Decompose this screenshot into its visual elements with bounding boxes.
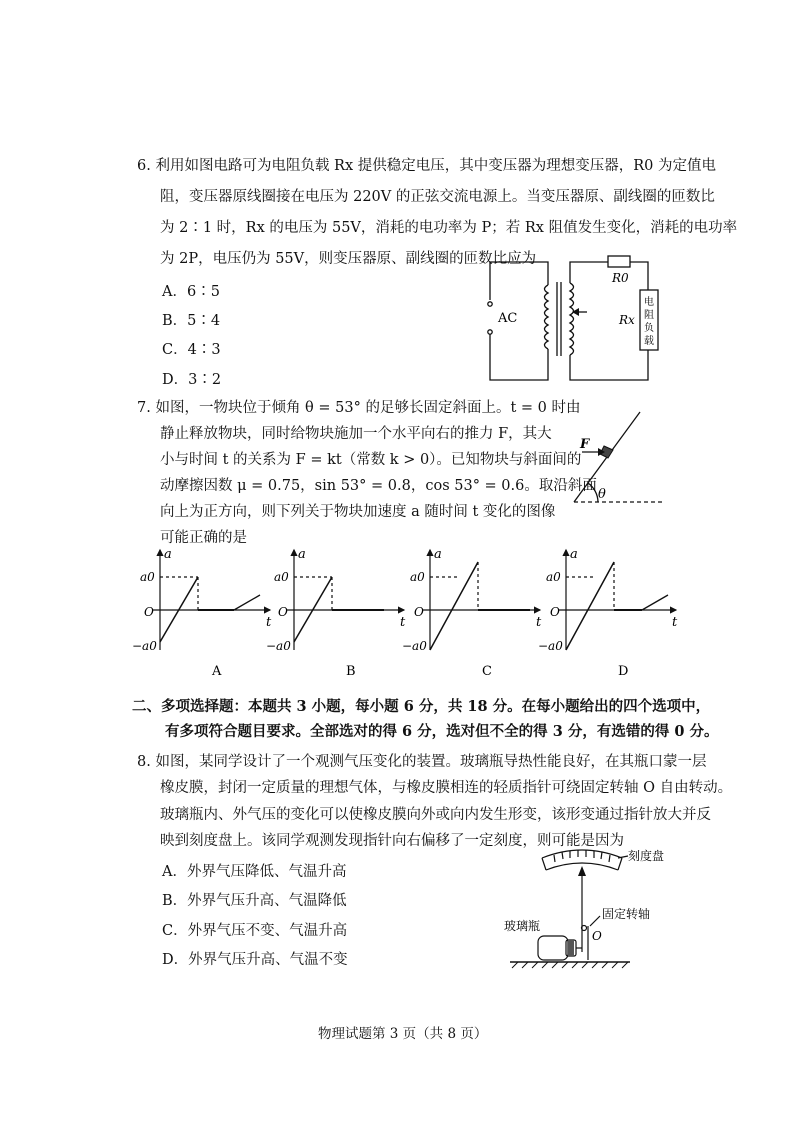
dial-label: 刻度盘 (628, 849, 665, 863)
graph-c-t-axis: t (536, 615, 542, 630)
q6-line-3: 为 2∶1 时，Rx 的电压为 55V，消耗的电功率为 P；若 Rx 阻值发生变化，消耗的电功率 (160, 220, 738, 236)
q6-option-b: B．5∶4 (162, 313, 221, 329)
graph-d-t-axis: t (672, 615, 678, 630)
graph-d-origin: O (550, 605, 560, 619)
graph-c (402, 547, 542, 679)
load-char-4: 载 (644, 336, 654, 347)
graph-c-label: C (482, 664, 492, 679)
rx-label: Rx (619, 313, 635, 327)
q6-option-a: A．6∶5 (162, 284, 220, 300)
graph-a-a-axis: a (164, 547, 172, 562)
q8-line-4: 映到刻度盘上。该同学观测发现指针向右偏移了一定刻度，则可能是因为 (160, 833, 624, 849)
graph-a (132, 547, 272, 679)
graph-a-a0: a0 (140, 570, 155, 584)
q6-option-d: D．3∶2 (162, 372, 222, 388)
load-char-1: 电 (644, 297, 654, 308)
q8-line-3: 玻璃瓶内、外气压的变化可以使橡皮膜向外或向内发生形变，该形变通过指针放大并反 (160, 807, 711, 823)
q7-line-5: 向上为正方向，则下列关于物块加速度 a 随时间 t 变化的图像 (160, 504, 556, 520)
angle-label: θ (598, 487, 606, 502)
graph-d-a0: a0 (546, 570, 561, 584)
q7-line-6: 可能正确的是 (160, 530, 247, 546)
q8-option-d: D．外界气压升高、气温不变 (162, 952, 348, 968)
graph-d-label: D (618, 664, 629, 679)
q8-line-1: 8. 如图，某同学设计了一个观测气压变化的装置。玻璃瓶导热性能良好，在其瓶口蒙一层 (137, 754, 707, 770)
ac-source-label: AC (498, 311, 518, 326)
graph-a-neg-a0: −a0 (132, 639, 157, 653)
q6-option-c: C．4∶3 (162, 342, 221, 358)
graph-b-t-axis: t (400, 615, 406, 630)
incline-figure (560, 402, 670, 512)
graph-b-a-axis: a (298, 547, 306, 562)
graph-c-a-axis: a (434, 547, 442, 562)
q6-line-1: 6. 利用如图电路可为电阻负载 Rx 提供稳定电压，其中变压器为理想变压器，R0 为定值电 (137, 158, 717, 174)
pivot-o-label: O (592, 929, 602, 943)
transformer-circuit-figure (486, 250, 666, 386)
graph-b-a0: a0 (274, 570, 289, 584)
q7-line-2: 静止释放物块，同时给物块施加一个水平向右的推力 F，其大 (160, 426, 552, 442)
graph-c-a0: a0 (410, 570, 425, 584)
graph-c-neg-a0: −a0 (402, 639, 427, 653)
r0-label: R0 (612, 271, 629, 285)
force-label: F (580, 437, 590, 452)
q6-line-2: 阻，变压器原线圈接在电压为 220V 的正弦交流电源上。当变压器原、副线圈的匝数比 (160, 189, 715, 205)
q6-line-4: 为 2P，电压仍为 55V，则变压器原、副线圈的匝数比应为 (160, 251, 537, 267)
graph-b-neg-a0: −a0 (266, 639, 291, 653)
bottle-label: 玻璃瓶 (504, 919, 541, 933)
graph-a-label: A (212, 664, 222, 679)
q8-option-b: B．外界气压升高、气温降低 (162, 893, 347, 909)
axis-label: 固定转轴 (602, 907, 651, 921)
graph-d-neg-a0: −a0 (538, 639, 563, 653)
acceleration-graphs (130, 540, 680, 685)
q8-line-2: 橡皮膜，封闭一定质量的理想气体，与橡皮膜相连的轻质指针可绕固定转轴 O 自由转动。 (160, 780, 733, 796)
load-char-3: 负 (644, 323, 654, 334)
graph-b (266, 547, 406, 679)
graph-b-origin: O (278, 605, 288, 619)
q7-line-1: 7. 如图，一物块位于倾角 θ = 53° 的足够长固定斜面上。t = 0 时由 (137, 400, 581, 416)
graph-b-label: B (346, 664, 356, 679)
section-2-line-2: 有多项符合题目要求。全部选对的得 6 分，选对但不全的得 3 分，有选错的得 0 分。 (165, 723, 719, 740)
page-footer: 物理试题第 3 页（共 8 页） (318, 1026, 488, 1042)
graph-c-origin: O (414, 605, 424, 619)
q7-line-4: 动摩擦因数 μ = 0.75，sin 53° = 0.8，cos 53° = 0.6。取沿斜面 (160, 478, 597, 494)
graph-d-a-axis: a (570, 547, 578, 562)
section-2-line-1: 二、多项选择题：本题共 3 小题，每小题 6 分，共 18 分。在每小题给出的四个选项中， (132, 698, 711, 715)
load-char-2: 阻 (644, 310, 654, 321)
q8-option-c: C．外界气压不变、气温升高 (162, 923, 348, 939)
graph-d (538, 547, 678, 679)
graph-a-origin: O (144, 605, 154, 619)
q8-option-a: A．外界气压降低、气温升高 (162, 864, 347, 880)
pressure-gauge-figure (500, 840, 680, 975)
graph-a-t-axis: t (266, 615, 272, 630)
q7-line-3: 小与时间 t 的关系为 F = kt（常数 k > 0）。已知物块与斜面间的 (160, 452, 582, 468)
